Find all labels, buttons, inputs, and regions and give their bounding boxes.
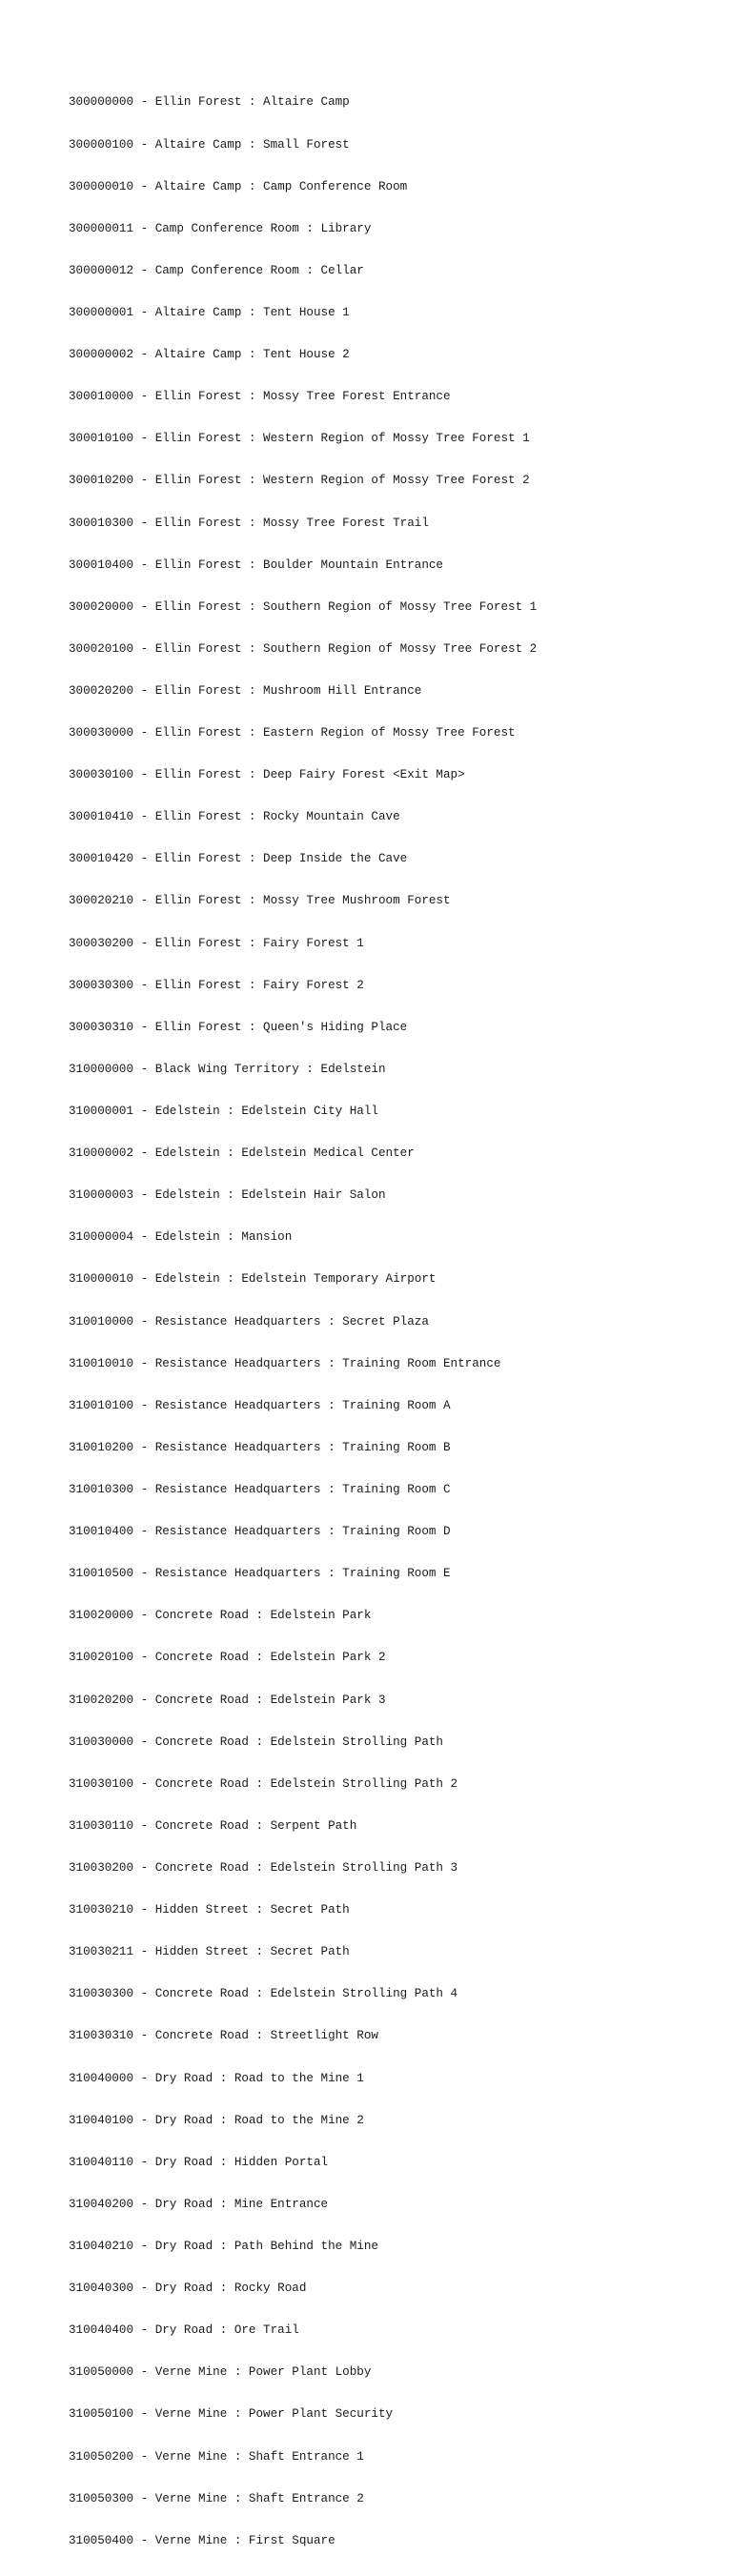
- list-line: 310010200 - Resistance Headquarters : Training Room B: [69, 1440, 451, 1454]
- list-line: 310050300 - Verne Mine : Shaft Entrance 2: [69, 2491, 364, 2505]
- list-line: 310040200 - Dry Road : Mine Entrance: [69, 2197, 329, 2211]
- list-line: 310020100 - Concrete Road : Edelstein Park 2: [69, 1651, 386, 1665]
- list-line: 300030310 - Ellin Forest : Queen's Hiding Place: [69, 1020, 408, 1034]
- list-line: 300000001 - Altaire Camp : Tent House 1: [69, 305, 350, 319]
- list-line: 300000011 - Camp Conference Room : Library: [69, 221, 372, 235]
- list-line: 300000010 - Altaire Camp : Camp Conference Room: [69, 179, 408, 193]
- list-line: 300010420 - Ellin Forest : Deep Inside the Cave: [69, 852, 408, 866]
- list-line: 310010400 - Resistance Headquarters : Training Room D: [69, 1525, 451, 1539]
- list-line: 300000012 - Camp Conference Room : Cellar: [69, 263, 364, 277]
- list-line: 310040400 - Dry Road : Ore Trail: [69, 2323, 299, 2338]
- list-line: 310010300 - Resistance Headquarters : Training Room C: [69, 1483, 451, 1497]
- list-line: 300010410 - Ellin Forest : Rocky Mountain Cave: [69, 810, 400, 824]
- list-line: 300000002 - Altaire Camp : Tent House 2: [69, 348, 350, 362]
- list-line: 300010300 - Ellin Forest : Mossy Tree Forest Trail: [69, 516, 429, 530]
- list-line: 300030000 - Ellin Forest : Eastern Region of Mossy Tree Forest: [69, 726, 516, 740]
- list-line: 310030310 - Concrete Road : Streetlight Row: [69, 2029, 378, 2043]
- list-line: 310000002 - Edelstein : Edelstein Medical Center: [69, 1146, 415, 1161]
- list-line: 310030110 - Concrete Road : Serpent Path: [69, 1818, 357, 1833]
- list-line: 310000000 - Black Wing Territory : Edelstein: [69, 1062, 386, 1076]
- list-line: 300020200 - Ellin Forest : Mushroom Hill Entrance: [69, 683, 422, 698]
- list-line: 310050000 - Verne Mine : Power Plant Lobby: [69, 2365, 372, 2380]
- list-line: 310030000 - Concrete Road : Edelstein Strolling Path: [69, 1734, 443, 1749]
- list-line: 310030300 - Concrete Road : Edelstein Strolling Path 4: [69, 1987, 458, 2001]
- list-line: 310000001 - Edelstein : Edelstein City Hall: [69, 1105, 378, 1119]
- list-line: 310010500 - Resistance Headquarters : Training Room E: [69, 1567, 451, 1581]
- list-line: 310050100 - Verne Mine : Power Plant Security: [69, 2407, 394, 2422]
- list-line: 300030300 - Ellin Forest : Fairy Forest 2: [69, 978, 364, 992]
- list-line: 310010100 - Resistance Headquarters : Training Room A: [69, 1398, 451, 1412]
- list-line: 310000004 - Edelstein : Mansion: [69, 1230, 293, 1245]
- list-line: 310010010 - Resistance Headquarters : Training Room Entrance: [69, 1356, 501, 1370]
- list-line: 310040210 - Dry Road : Path Behind the Mine: [69, 2239, 378, 2253]
- list-line: 310040000 - Dry Road : Road to the Mine 1: [69, 2071, 364, 2085]
- list-line: 310030211 - Hidden Street : Secret Path: [69, 1945, 350, 1959]
- list-line: 300010200 - Ellin Forest : Western Region of Mossy Tree Forest 2: [69, 474, 530, 488]
- list-line: 310020200 - Concrete Road : Edelstein Park 3: [69, 1693, 386, 1707]
- list-line: 300010100 - Ellin Forest : Western Region of Mossy Tree Forest 1: [69, 432, 530, 446]
- list-line: 310030210 - Hidden Street : Secret Path: [69, 1903, 350, 1917]
- list-line: 310040110 - Dry Road : Hidden Portal: [69, 2155, 329, 2169]
- list-line: 310040300 - Dry Road : Rocky Road: [69, 2282, 307, 2296]
- list-line: 310030100 - Concrete Road : Edelstein Strolling Path 2: [69, 1776, 458, 1791]
- list-line: 310010000 - Resistance Headquarters : Secret Plaza: [69, 1314, 429, 1329]
- list-line: 310040100 - Dry Road : Road to the Mine 2: [69, 2113, 364, 2127]
- list-line: 310050200 - Verne Mine : Shaft Entrance 1: [69, 2449, 364, 2464]
- list-line: 310030200 - Concrete Road : Edelstein Strolling Path 3: [69, 1861, 458, 1875]
- map-list: [69, 68, 537, 2576]
- list-line: 300010000 - Ellin Forest : Mossy Tree Forest Entrance: [69, 390, 451, 404]
- list-line: 300000000 - Ellin Forest : Altaire Camp: [69, 95, 350, 110]
- list-line: 300030100 - Ellin Forest : Deep Fairy Forest <Exit Map>: [69, 768, 465, 782]
- list-line: 300020000 - Ellin Forest : Southern Region of Mossy Tree Forest 1: [69, 599, 538, 614]
- list-line: 310000003 - Edelstein : Edelstein Hair Salon: [69, 1188, 386, 1203]
- list-line: 310000010 - Edelstein : Edelstein Temporary Airport: [69, 1272, 437, 1287]
- list-line: 300000100 - Altaire Camp : Small Forest: [69, 137, 350, 152]
- list-line: 300020210 - Ellin Forest : Mossy Tree Mushroom Forest: [69, 894, 451, 908]
- list-line: 300020100 - Ellin Forest : Southern Region of Mossy Tree Forest 2: [69, 641, 538, 656]
- list-line: 300030200 - Ellin Forest : Fairy Forest 1: [69, 936, 364, 950]
- list-line: 300010400 - Ellin Forest : Boulder Mountain Entrance: [69, 558, 443, 572]
- list-line: 310020000 - Concrete Road : Edelstein Park: [69, 1609, 372, 1623]
- list-line: 310050400 - Verne Mine : First Square: [69, 2533, 336, 2547]
